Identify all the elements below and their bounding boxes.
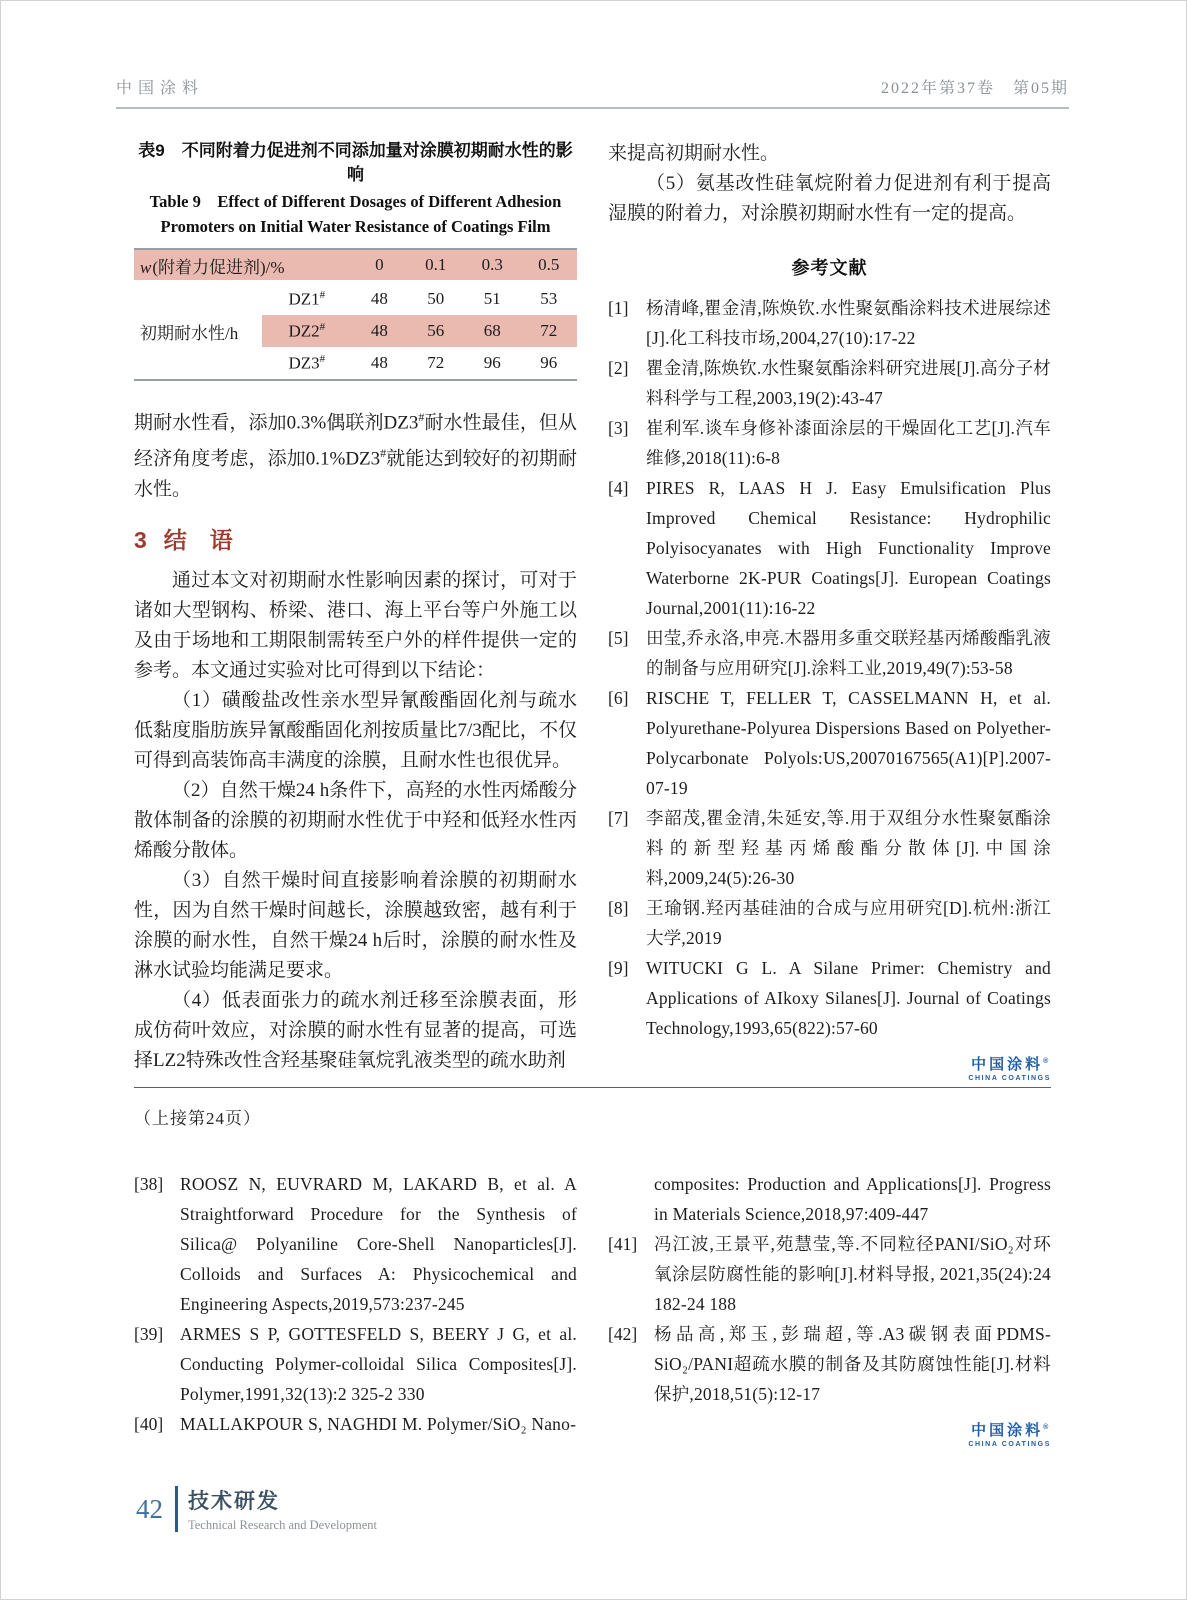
reference-item: [3] 崔利军.谈车身修补漆面涂层的干燥固化工艺[J].汽车维修,2018(11):6-8 bbox=[608, 418, 1051, 468]
conclusion-paragraph-5: （5）氨基改性硅氧烷附着力促进剂有利于提高湿膜的附着力，对涂膜初期耐水性有一定的提高。 bbox=[608, 173, 1051, 224]
table9-col-header: 0.5 bbox=[520, 249, 577, 282]
reference-item: [9] WITUCKI G L. A Silane Primer: Chemistry and Applications of AIkoxy Silanes[J]. Journal of Coatings Technology,1993,65(822):57-60 bbox=[608, 958, 1051, 1038]
continued-from-note: （上接第24页） bbox=[134, 1109, 261, 1128]
journal-name: 中国涂料 bbox=[116, 80, 205, 97]
page-number: 42 bbox=[136, 1493, 163, 1524]
table9-value-cell: 68 bbox=[464, 315, 520, 347]
right-column bbox=[608, 139, 1051, 1087]
issue-info: 2022年第37卷 第05期 bbox=[880, 80, 1069, 97]
continued-left-column bbox=[134, 1169, 577, 1451]
table9-value-cell: 56 bbox=[408, 315, 464, 347]
references-title: 参考文献 bbox=[791, 258, 868, 278]
conclusion-paragraph: 通过本文对初期耐水性影响因素的探讨，可对于诸如大型钢构、桥梁、港口、海上平台等户外施工以及由于场地和工期限制需转至户外的样件提供一定的参考。本文通过实验对比可得到以下结论： bbox=[134, 569, 577, 681]
table9-caption-zh: 表9 不同附着力促进剂不同添加量对涂膜初期耐水性的影响 bbox=[138, 141, 573, 184]
table9-header-row bbox=[134, 249, 577, 282]
table9-row-label: DZ3# bbox=[288, 352, 326, 373]
conclusion-paragraph: （3）自然干燥时间直接影响着涂膜的初期耐水性，因为自然干燥时间越长，涂膜越致密，越有利于涂膜的耐水性，自然干燥24 h后时，涂膜的耐水性及淋水试验均能满足要求。 bbox=[134, 869, 577, 981]
reference-item: [6] RISCHE T, FELLER T, CASSELMANN H, et al. Polyurethane-Polyurea Dispersions Based on Polyether-Polycarbonate Polyols:US,20070167565(A1)[P].2007-07-19 bbox=[608, 688, 1051, 798]
table9-value-cell: 48 bbox=[351, 315, 407, 347]
reference-item: [1] 杨清峰,瞿金清,陈焕钦.水性聚氨酯涂料技术进展综述[J].化工科技市场,2004,27(10):17-22 bbox=[608, 298, 1051, 348]
registered-mark: ® bbox=[1043, 1424, 1049, 1431]
table9-row-dz1 bbox=[134, 282, 577, 316]
table9-value-cell: 96 bbox=[540, 353, 558, 372]
table9-col-header: 0 bbox=[351, 249, 407, 282]
reference-item: [4] PIRES R, LAAS H J. Easy Emulsification Plus Improved Chemical Resistance: Hydrophilic Polyisocyanates with High Functionality Improve Waterborne 2K-PUR Coatings[J]. European Coatings Journal,2001(11):16-22 bbox=[608, 478, 1051, 618]
reference-item: [8] 王瑜钢.羟丙基硅油的合成与应用研究[D].杭州:浙江大学,2019 bbox=[608, 898, 1051, 948]
table9-row-label: DZ1# bbox=[288, 288, 326, 309]
paragraph-continued: 期耐水性看，添加0.3%偶联剂DZ3#耐水性最佳，但从经济角度考虑，添加0.1%DZ3#就能达到较好的初期耐水性。 bbox=[134, 410, 577, 500]
logo-wrap bbox=[608, 1057, 1051, 1085]
table9 bbox=[134, 248, 577, 381]
logo-wrap bbox=[608, 1423, 1051, 1451]
table9-value-cell: 72 bbox=[427, 353, 445, 372]
reference-item: [7] 李韶茂,瞿金清,朱延安,等.用于双组分水性聚氨酯涂料的新型羟基丙烯酸酯分散体[J].中国涂料,2009,24(5):26-30 bbox=[608, 808, 1051, 888]
table9-value-cell: 96 bbox=[483, 353, 501, 372]
conclusion-paragraph: （1）磺酸盐改性亲水型异氰酸酯固化剂与疏水低黏度脂肪族异氰酸酯固化剂按质量比7/3配比，不仅可得到高装饰高丰满度的涂膜，且耐水性也很优异。 bbox=[134, 689, 577, 771]
running-header bbox=[116, 1, 1069, 109]
table9-value-cell: 50 bbox=[427, 289, 445, 308]
main-content bbox=[134, 109, 1051, 1087]
footer-section bbox=[188, 1485, 377, 1533]
footer-section-en: Technical Research and Development bbox=[188, 1518, 377, 1532]
continued-right-column bbox=[608, 1169, 1051, 1451]
reference-item: [38] ROOSZ N, EUVRARD M, LAKARD B, et al. A Straightforward Procedure for the Synthesis of Silica@ Polyaniline Core-Shell Nanoparticles[J]. Colloids and Surfaces A: Physicochemical and Engineering Aspects,2019,573:237-245 bbox=[134, 1174, 577, 1314]
china-coatings-logo bbox=[968, 1423, 1051, 1448]
paragraph-overflow: 来提高初期耐水性。 bbox=[608, 143, 780, 164]
reference-list bbox=[608, 293, 1051, 1043]
table9-header-label: w(附着力促进剂)/% bbox=[134, 249, 351, 282]
page-footer bbox=[136, 1485, 377, 1533]
left-column bbox=[134, 139, 577, 1087]
table9-value-cell: 72 bbox=[520, 315, 577, 347]
conclusion-paragraph: （4）低表面张力的疏水剂迁移至涂膜表面，形成仿荷叶效应，对涂膜的耐水性有显著的提高，可选择LZ2特殊改性含羟基聚硅氧烷乳液类型的疏水助剂 bbox=[134, 989, 577, 1071]
table9-col-header: 0.1 bbox=[408, 249, 464, 282]
table9-value-cell: 53 bbox=[540, 289, 558, 308]
reference-list bbox=[608, 1169, 1051, 1409]
table9-caption-en: Table 9 Effect of Different Dosages of Different Adhesion Promoters on Initial Water Resistance of Coatings Film bbox=[149, 192, 562, 236]
section-number: 3 bbox=[134, 526, 147, 553]
logo-en-text: CHINA COATINGS bbox=[968, 1440, 1051, 1448]
registered-mark: ® bbox=[1043, 1058, 1049, 1065]
reference-item: [5] 田莹,乔永洛,申亮.木器用多重交联羟基丙烯酸酯乳液的制备与应用研究[J].涂料工业,2019,49(7):53-58 bbox=[608, 628, 1051, 678]
reference-item: [42] 杨品高,郑玉,彭瑞超,等.A3碳钢表面PDMS-SiO₂/PANI超疏水膜的制备及其防腐蚀性能[J].材料保护,2018,51(5):12-17 bbox=[608, 1324, 1051, 1404]
reference-item: [2] 瞿金清,陈焕钦.水性聚氨酯涂料研究进展[J].高分子材料科学与工程,2003,19(2):43-47 bbox=[608, 358, 1051, 408]
table9-row-label: DZ2# bbox=[262, 315, 351, 347]
footer-bar bbox=[175, 1486, 178, 1532]
continued-references bbox=[134, 1169, 1051, 1451]
reference-item: [41] 冯江波,王景平,苑慧莹,等.不同粒径PANI/SiO₂对环氧涂层防腐性能的影响[J].材料导报, 2021,35(24):24 182-24 188 bbox=[608, 1234, 1051, 1314]
reference-item: composites: Production and Applications[J]. Progress in Materials Science,2018,97:409-447 bbox=[654, 1174, 1051, 1224]
reference-list bbox=[134, 1169, 577, 1439]
china-coatings-logo bbox=[968, 1057, 1051, 1082]
reference-item: [39] ARMES S P, GOTTESFELD S, BEERY J G, et al. Conducting Polymer-colloidal Silica Composites[J]. Polymer,1991,32(13):2 325-2 330 bbox=[134, 1324, 577, 1404]
logo-zh-text: 中国涂料® bbox=[971, 1056, 1049, 1073]
footer-section-zh: 技术研发 bbox=[188, 1490, 280, 1513]
reference-item: [40] MALLAKPOUR S, NAGHDI M. Polymer/SiO₂ Nano- bbox=[134, 1414, 577, 1434]
section-heading bbox=[134, 522, 577, 555]
logo-zh-text: 中国涂料® bbox=[971, 1422, 1049, 1439]
conclusion-paragraph: （2）自然干燥24 h条件下，高羟的水性丙烯酸分散体制备的涂膜的初期耐水性优于中羟和低羟水性丙烯酸分散体。 bbox=[134, 779, 577, 861]
table9-col-header: 0.3 bbox=[464, 249, 520, 282]
logo-en-text: CHINA COATINGS bbox=[968, 1074, 1051, 1082]
section-divider bbox=[134, 1087, 1051, 1088]
section-title: 结 语 bbox=[163, 526, 233, 553]
table9-group-label: 初期耐水性/h bbox=[140, 323, 239, 343]
table9-value-cell: 48 bbox=[370, 289, 388, 308]
table9-value-cell: 48 bbox=[370, 353, 388, 372]
table9-value-cell: 51 bbox=[483, 289, 501, 308]
